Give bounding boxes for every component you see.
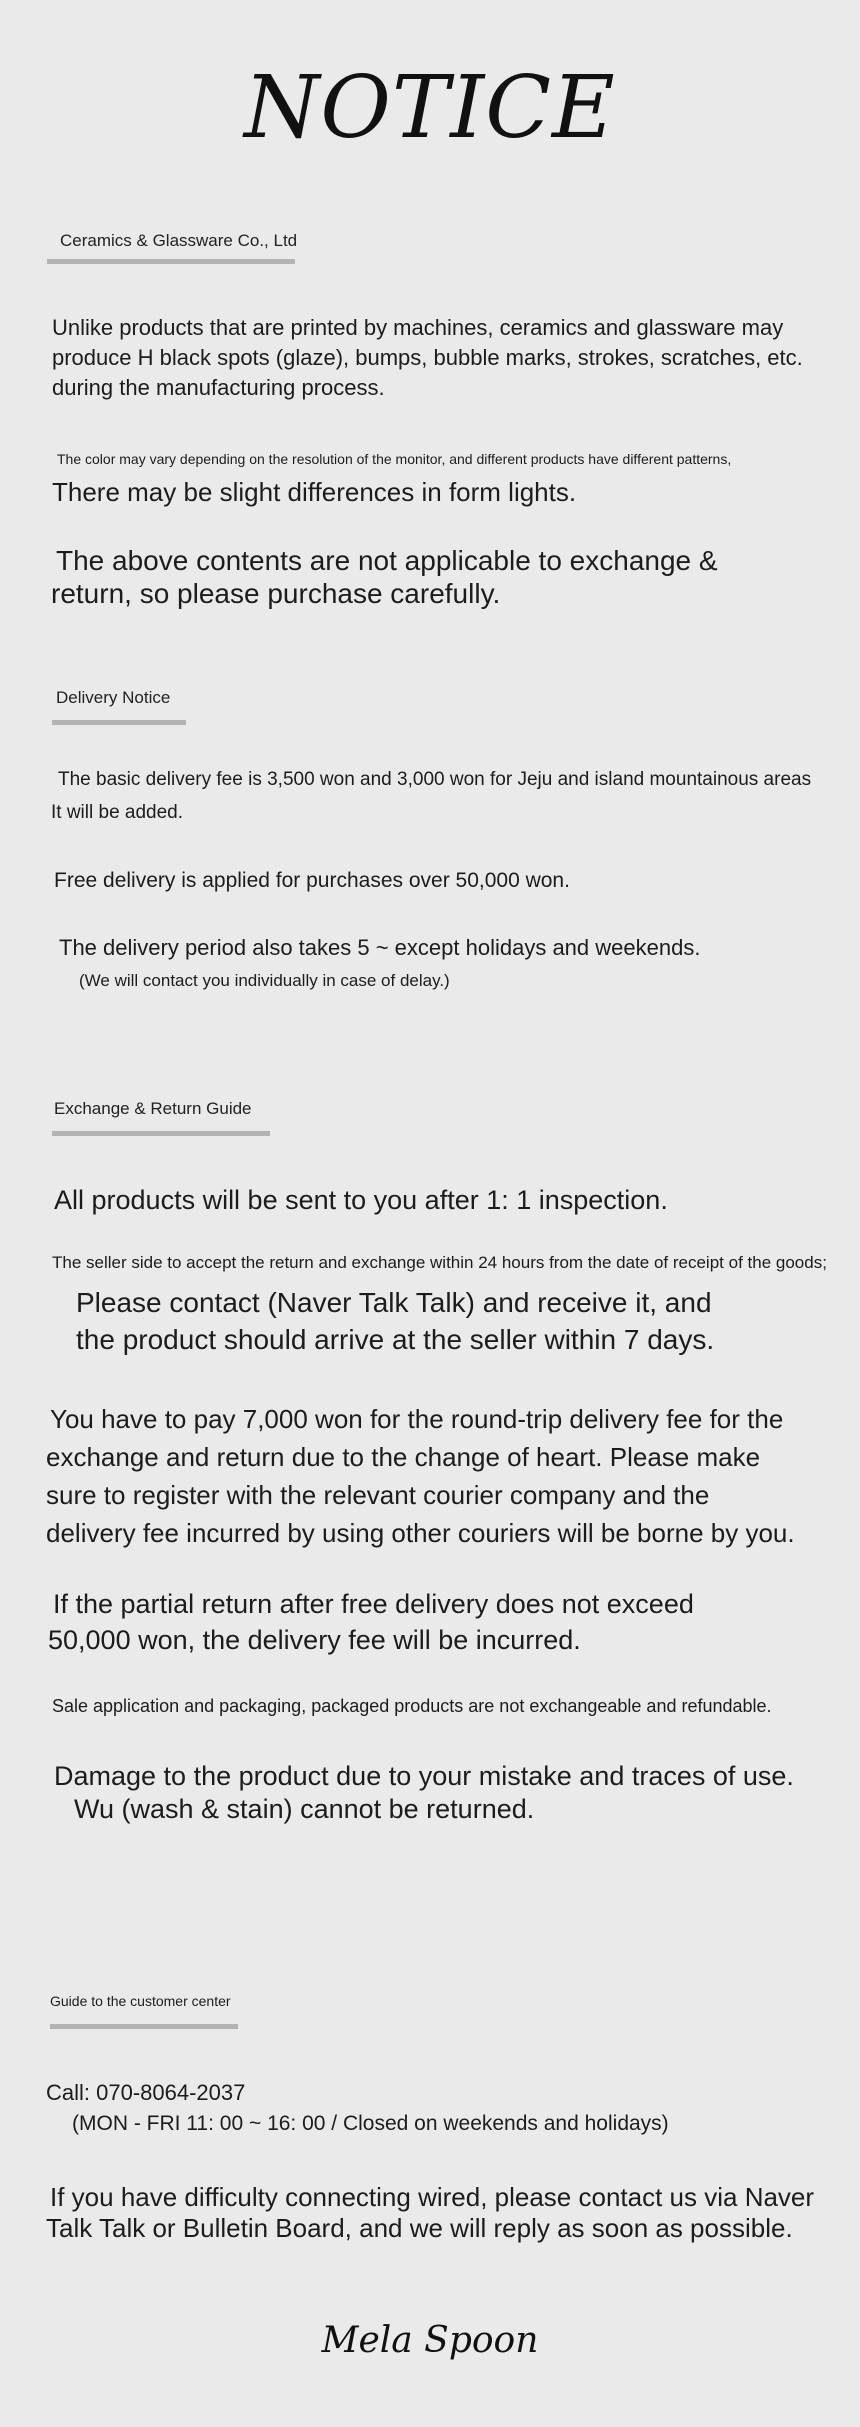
section-label-ceramics: Ceramics & Glassware Co., Ltd <box>60 231 298 250</box>
exchange-contact-line-1: Please contact (Naver Talk Talk) and receive it, and <box>76 1287 712 1318</box>
customer-contact-line-1: If you have difficulty connecting wired, please contact us via Naver <box>50 2182 815 2212</box>
section-divider <box>52 1131 270 1136</box>
exchange-fee-line-2: exchange and return due to the change of heart. Please make <box>46 1442 761 1472</box>
section-divider <box>52 720 186 725</box>
exchange-partial-line-1: If the partial return after free delivery does not exceed <box>53 1589 694 1619</box>
ceramics-paragraph-1: Unlike products that are printed by machines, ceramics and glassware may produce H black spots (glaze), bumps, bubble marks, strokes, scratches, etc. during the manufacturing process. <box>52 315 803 400</box>
ceramics-paragraph-2-note: The color may vary depending on the resolution of the monitor, and different products have different patterns, <box>57 451 732 467</box>
section-label-delivery: Delivery Notice <box>56 688 171 707</box>
exchange-fee-line-4: delivery fee incurred by using other couriers will be borne by you. <box>46 1518 795 1548</box>
delivery-period-text: The delivery period also takes 5 ~ except holidays and weekends. <box>59 935 701 960</box>
exchange-inspection-text: All products will be sent to you after 1: 1 inspection. <box>54 1185 668 1215</box>
customer-contact-line-2: Talk Talk or Bulletin Board, and we will reply as soon as possible. <box>46 2213 793 2243</box>
delivery-period-note: (We will contact you individually in case of delay.) <box>79 971 450 990</box>
section-divider <box>47 259 295 264</box>
exchange-packaging-text: Sale application and packaging, packaged products are not exchangeable and refundable. <box>52 1696 772 1716</box>
section-divider <box>50 2024 238 2029</box>
delivery-fee-line-1: The basic delivery fee is 3,500 won and 3,000 won for Jeju and island mountainous areas <box>58 769 812 790</box>
exchange-partial-line-2: 50,000 won, the delivery fee will be incurred. <box>48 1625 581 1655</box>
customer-phone: Call: 070-8064-2037 <box>46 2080 246 2105</box>
delivery-fee-line-2: It will be added. <box>51 802 184 823</box>
exchange-contact-line-2: the product should arrive at the seller within 7 days. <box>76 1324 715 1355</box>
customer-hours: (MON - FRI 11: 00 ~ 16: 00 / Closed on weekends and holidays) <box>72 2112 669 2135</box>
exchange-fee-line-1: You have to pay 7,000 won for the round-trip delivery fee for the <box>50 1404 784 1434</box>
ceramics-warning-line-1: The above contents are not applicable to exchange & <box>56 545 718 576</box>
section-label-customer: Guide to the customer center <box>50 1993 231 2009</box>
page-title: NOTICE <box>244 58 616 158</box>
exchange-acceptance-note: The seller side to accept the return and exchange within 24 hours from the date of receipt of the goods; <box>52 1253 827 1272</box>
ceramics-paragraph-2: There may be slight differences in form lights. <box>52 477 577 507</box>
exchange-damage-line-1: Damage to the product due to your mistake and traces of use. <box>54 1761 794 1791</box>
exchange-fee-line-3: sure to register with the relevant courier company and the <box>46 1480 710 1510</box>
delivery-free-text: Free delivery is applied for purchases over 50,000 won. <box>54 869 570 892</box>
exchange-damage-line-2: Wu (wash & stain) cannot be returned. <box>74 1794 535 1824</box>
brand-signature: Mela Spoon <box>321 2320 539 2361</box>
ceramics-warning-line-2: return, so please purchase carefully. <box>51 578 501 609</box>
section-label-exchange: Exchange & Return Guide <box>54 1099 252 1118</box>
